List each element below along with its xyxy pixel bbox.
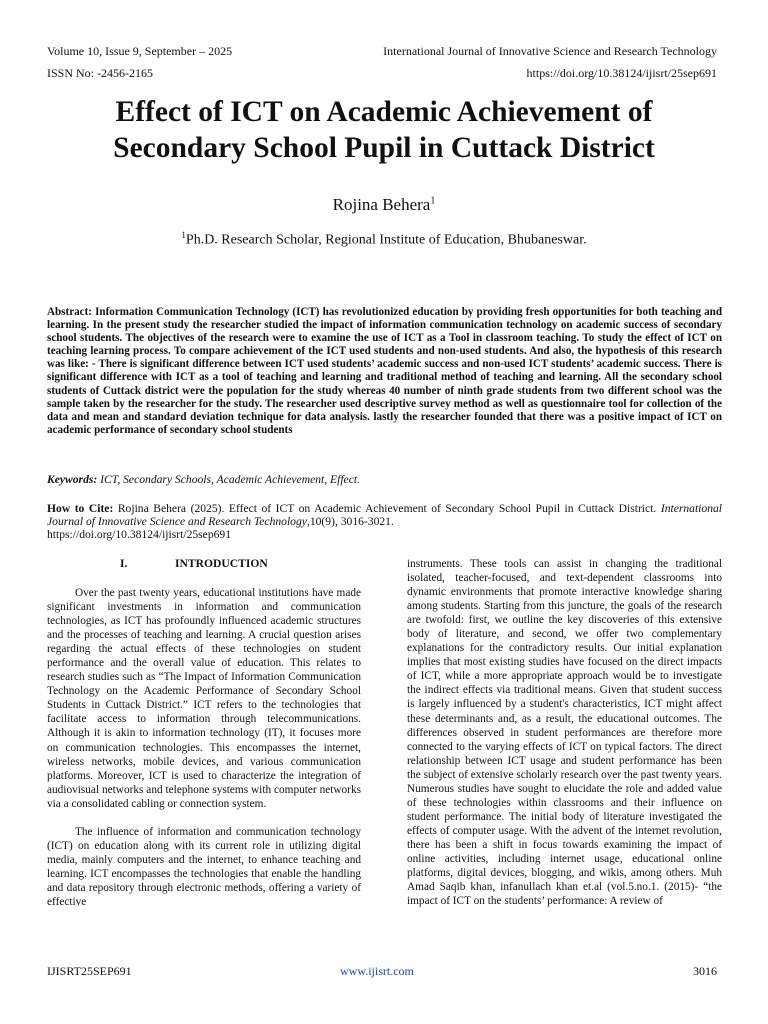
- left-paragraph-1: Over the past twenty years, educational institutions have made significant investments in information and communication technologies, as ICT has profoundly influenced academic structures and the processes of teaching and learning. A crucial question arises regarding the actual effects of these technologies on student performance and the overall value of education. This relates to research studies such as “The Impact of Information Communication Technology on the Academic Performance of Secondary School Students in Cuttack District.” ICT refers to the technologies that facilitate access to information through telecommunications. Although it is akin to information technology (IT), it focuses more on communication technologies. This encompasses the internet, wireless networks, mobile devices, and various communication platforms. Moreover, ICT is used to characterize the integration of audiovisual networks and telephone systems with computer networks via a consolidated cabling or connection system.: [47, 587, 361, 810]
- abstract: [47, 306, 722, 437]
- keywords-text: ICT, Secondary Schools, Academic Achievement, Effect.: [100, 473, 360, 486]
- volume-info: Volume 10, Issue 9, September – 2025: [47, 44, 233, 58]
- cite-label: How to Cite:: [47, 502, 114, 515]
- title-line-1: Effect of ICT on Academic Achievement of: [115, 96, 653, 128]
- journal-name: International Journal of Innovative Science and Research Technology: [383, 44, 717, 58]
- author: [0, 195, 768, 215]
- author-name: Rojina Behera: [332, 195, 431, 214]
- cite-text: Rojina Behera (2025). Effect of ICT on Academic Achievement of Secondary School Pupil in Cuttack District.: [117, 502, 657, 515]
- right-paragraph-1: instruments. These tools can assist in changing the traditional isolated, teacher-focused, and text-dependent classrooms into dynamic environments that promote interactive knowledge sharing among students. Starting from this juncture, the goals of the research are twofold: first, we outline the key discoveries of this extensive body of literature, and second, we offer two complementary explanations for the contradictory results. Our initial explanation implies that most existing studies have focused on the direct impacts of ICT, while a more appropriate approach would be to investigate the indirect effects via traditional means. Given that student success is largely influenced by a student's characteristics, ICT might affect these determinants and, as a result, the educational outcomes. The differences observed in student performances are therefore more connected to the varying effects of ICT on typical factors. The direct relationship between ICT usage and student performance has been the subject of extensive scholarly research over the past twenty years. Numerous studies have sought to elucidate the role and added value of these technologies within classrooms and their influence on student performance. The initial body of literature investigated the effects of computer usage. With the advent of the internet revolution, there has been a shift in focus towards examining the impact of online activities, including internet usage, educational online platforms, digital devices, blogging, and wikis, among others. Muh Amad Saqib khan, infanullach khan et.al (vol.5.no.1. (2015)- “the impact of ICT on the students’ performance: A review of: [407, 558, 722, 908]
- keywords: [47, 473, 722, 486]
- abstract-label: Abstract:: [47, 306, 92, 318]
- affiliation-text: Ph.D. Research Scholar, Regional Institute of Education, Bhubaneswar.: [185, 232, 587, 248]
- footer-code: IJISRT25SEP691: [47, 964, 132, 978]
- cite-doi-link[interactable]: https://doi.org/10.38124/ijisrt/25sep691: [47, 528, 232, 542]
- author-sup: 1: [430, 195, 436, 207]
- header-doi-link[interactable]: https://doi.org/10.38124/ijisrt/25sep691: [526, 66, 717, 80]
- keywords-label: Keywords:: [47, 473, 98, 486]
- cite-journal: International Journal of Innovative Science and Research Technology: [47, 502, 723, 529]
- right-column: [407, 557, 722, 908]
- page-number: 3016: [693, 964, 717, 978]
- paper-title: [30, 94, 738, 166]
- affiliation: [0, 230, 768, 249]
- left-paragraph-2: The influence of information and communication technology (ICT) on education along with its current role in utilizing digital media, mainly computers and the internet, to enhance teaching and learning. ICT encompasses the technologies that enable the handling and data repository through electronic methods, offering a variety of effective: [47, 825, 361, 908]
- left-column: [47, 586, 361, 909]
- abstract-text: Information Communication Technology (ICT) has revolutionized education by providing fresh opportunities for both teaching and learning. In the present study the researcher studied the impact of information communication technology on academic success of secondary school students. The objectives of the research were to examine the use of ICT as a Tool in classroom teaching. To study the effect of ICT on teaching learning process. To compare achievement of the ICT used students and non-used students. And also, the hypothesis of this research was like: - There is significant difference between ICT used students’ academic success and non-used ICT students’ academic success. There is significant difference with ICT as a tool of teaching and learning and traditional method of teaching and learning. All the secondary school students of Cuttack district were the population for the study whereas 40 number of ninth grade students from two different school was the sample taken by the researcher for the study. The researcher used descriptive survey method as well as questionnaire tool for collection of the data and mean and standard deviation technique for data analysis. lastly the researcher founded that there was a positive impact of ICT on academic performance of secondary school students: [47, 306, 722, 436]
- cite-volume: ,10(9), 3016-3021.: [306, 515, 394, 529]
- title-line-2: Secondary School Pupil in Cuttack District: [113, 132, 655, 164]
- how-to-cite: [47, 502, 722, 542]
- section-number: I.: [120, 557, 128, 570]
- issn: ISSN No: -2456-2165: [47, 66, 154, 80]
- affiliation-sup: 1: [181, 230, 186, 240]
- footer-site-link[interactable]: www.ijisrt.com: [340, 964, 414, 978]
- section-title: INTRODUCTION: [175, 557, 268, 570]
